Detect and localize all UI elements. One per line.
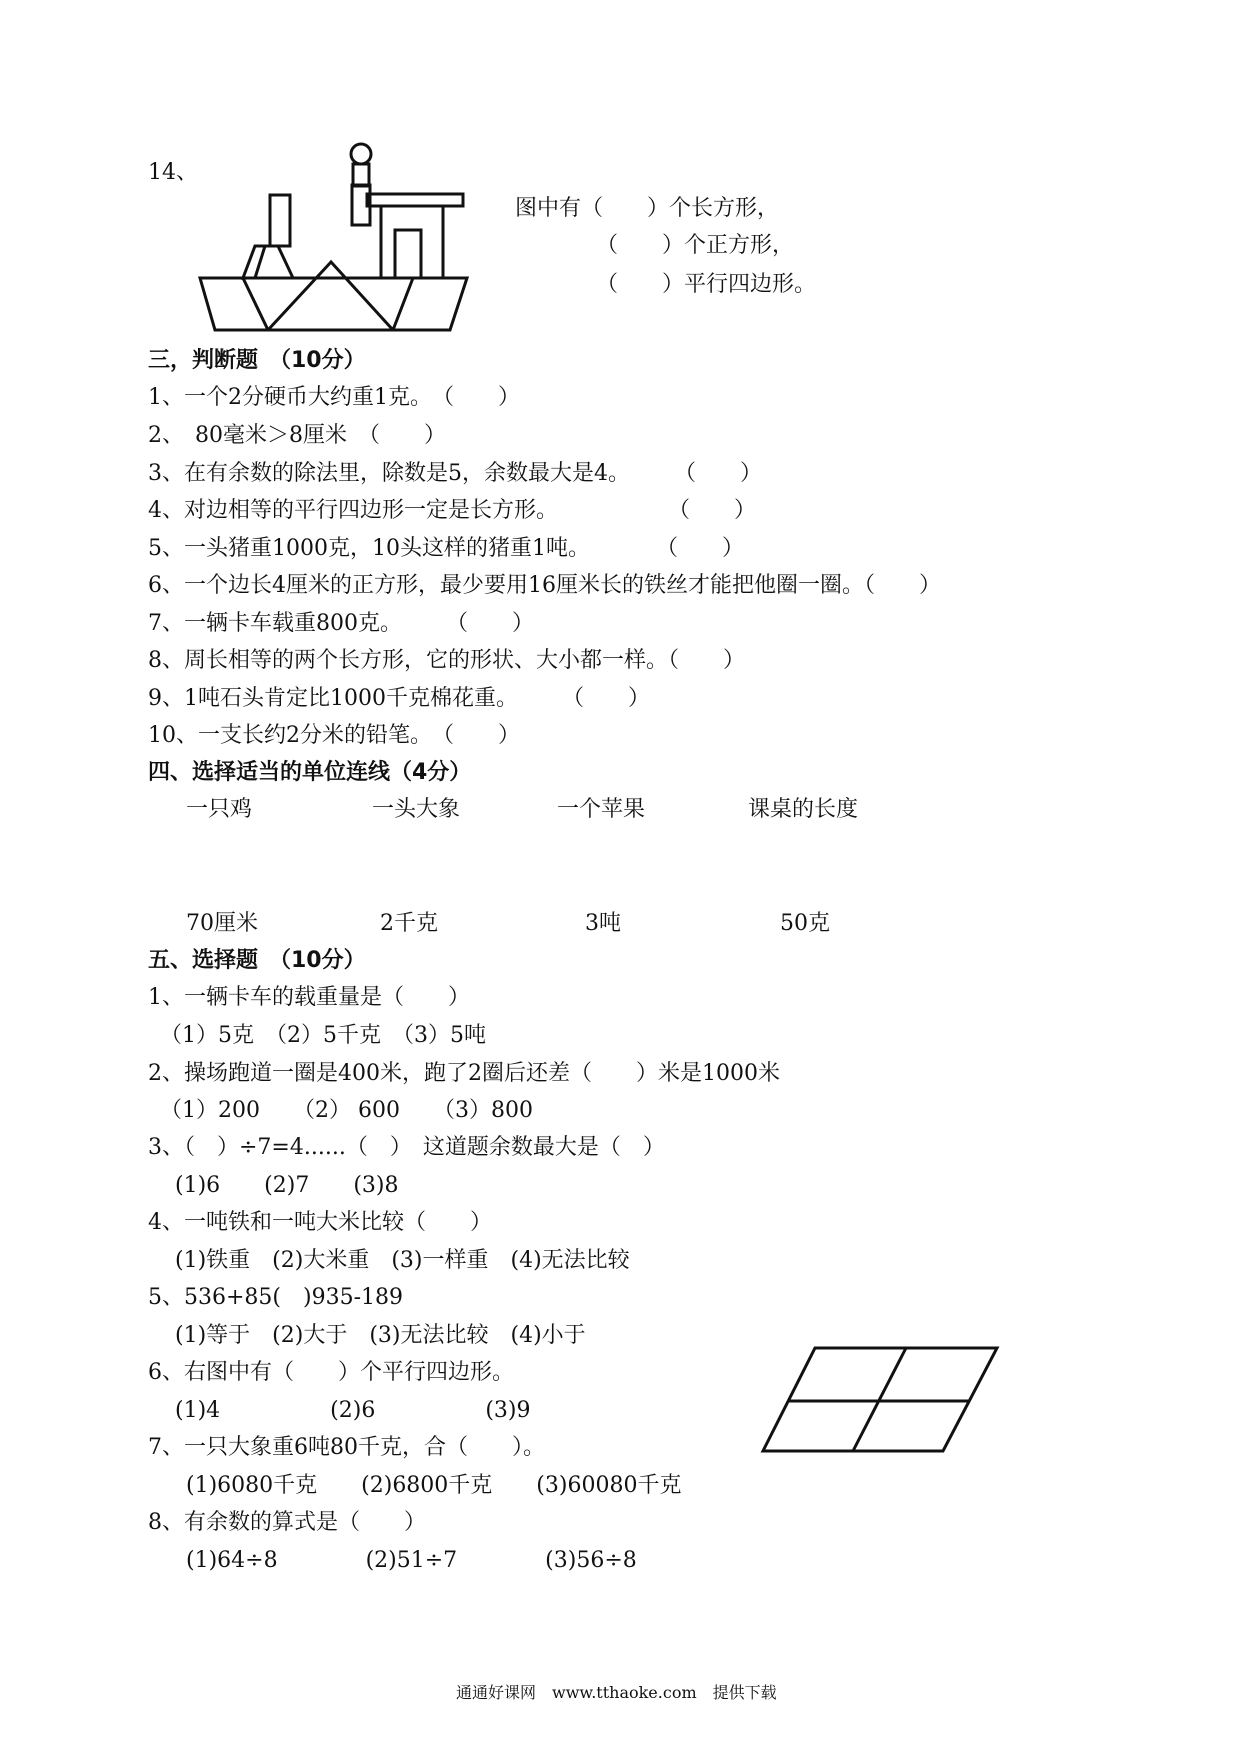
s4-unit-4[interactable]: 50克 <box>780 911 830 936</box>
q14-line1: 图中有（ ）个长方形， <box>515 196 780 221</box>
s5-q1-options: （1）5克 （2）5千克 （3）5吨 <box>160 1023 486 1048</box>
s3-item-6: 6、一个边长4厘米的正方形，最少要用16厘米长的铁丝才能把他圈一圈。（ ） <box>148 573 941 598</box>
s5-q6: 6、右图中有（ ）个平行四边形。 <box>148 1360 514 1385</box>
q14-line2: （ ）个正方形， <box>596 233 795 258</box>
s5-q2: 2、操场跑道一圈是400米，跑了2圈后还差（ ）米是1000米 <box>148 1061 780 1086</box>
s5-q5: 5、536+85( )935-189 <box>148 1285 403 1310</box>
s3-item-4: 4、对边相等的平行四边形一定是长方形。 （ ） <box>148 498 756 523</box>
section3-title: 三，判断题 （10分） <box>148 348 366 373</box>
s5-q2-options: （1）200 （2） 600 （3）800 <box>160 1098 533 1123</box>
s3-item-7: 7、一辆卡车载重800克。 （ ） <box>148 611 534 636</box>
s5-q8: 8、有余数的算式是（ ） <box>148 1510 426 1535</box>
s3-item-3: 3、在有余数的除法里，除数是5，余数最大是4。 （ ） <box>148 461 762 486</box>
s4-object-1[interactable]: 一只鸡 <box>186 797 253 822</box>
s5-q4-options: (1)铁重 (2)大米重 (3)一样重 (4)无法比较 <box>175 1248 630 1273</box>
s5-q3-options: (1)6 (2)7 (3)8 <box>175 1173 399 1198</box>
s3-item-10: 10、一支长约2分米的铅笔。 （ ） <box>148 723 520 748</box>
s4-unit-2[interactable]: 2千克 <box>380 911 438 936</box>
s4-unit-3[interactable]: 3吨 <box>585 911 621 936</box>
q14-line3: （ ）平行四边形。 <box>596 272 817 297</box>
section5-title: 五、选择题 （10分） <box>148 948 366 973</box>
section4-title: 四、选择适当的单位连线（4分） <box>148 760 472 785</box>
s3-item-2: 2、 80毫米＞8厘米 （ ） <box>148 423 446 448</box>
q14-number: 14、 <box>148 160 198 185</box>
s5-q5-options: (1)等于 (2)大于 (3)无法比较 (4)小于 <box>175 1323 586 1348</box>
s5-q3: 3、（ ）÷7=4......（ ） 这道题余数最大是（ ） <box>148 1135 665 1160</box>
parallelogram-grid-figure <box>760 1345 1000 1455</box>
s5-q7: 7、一只大象重6吨80千克，合（ ）。 <box>148 1435 545 1460</box>
s3-item-5: 5、一头猪重1000克，10头这样的猪重1吨。 （ ） <box>148 536 744 561</box>
s5-q4: 4、一吨铁和一吨大米比较（ ） <box>148 1210 492 1235</box>
s4-unit-1[interactable]: 70厘米 <box>186 911 258 936</box>
s5-q1: 1、一辆卡车的载重量是（ ） <box>148 985 470 1010</box>
s3-item-9: 9、1吨石头肯定比1000千克棉花重。 （ ） <box>148 686 650 711</box>
s4-object-2[interactable]: 一头大象 <box>372 797 461 822</box>
s4-object-4[interactable]: 课桌的长度 <box>748 797 859 822</box>
s5-q7-options: (1)6080千克 (2)6800千克 (3)60080千克 <box>186 1473 682 1498</box>
s5-q6-options: (1)4 (2)6 (3)9 <box>175 1398 531 1423</box>
tower-figure <box>365 190 465 280</box>
s3-item-1: 1、一个2分硬币大约重1克。 （ ） <box>148 385 520 410</box>
s5-q8-options: (1)64÷8 (2)51÷7 (3)56÷8 <box>186 1548 637 1573</box>
s4-object-3[interactable]: 一个苹果 <box>557 797 646 822</box>
s3-item-8: 8、周长相等的两个长方形，它的形状、大小都一样。（ ） <box>148 648 745 673</box>
footer-text: 通通好课网 www.tthaoke.com 提供下载 <box>456 1683 777 1702</box>
